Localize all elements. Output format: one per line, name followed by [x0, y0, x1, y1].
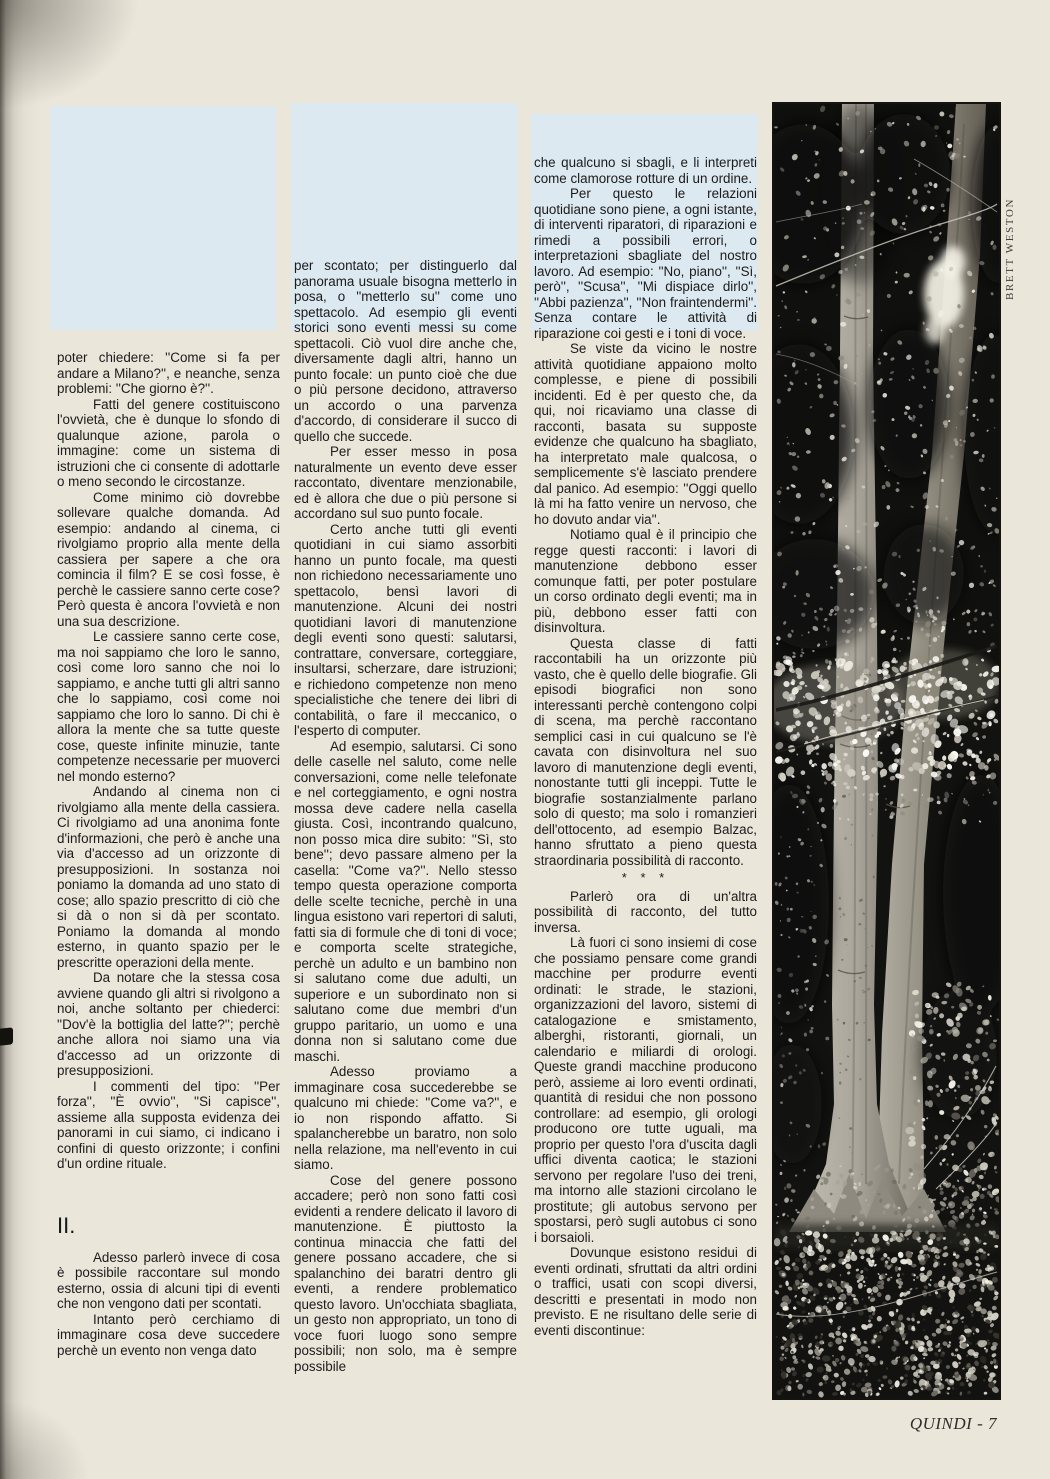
- text-column-3: [534, 155, 757, 1338]
- page-spine-shadow: [0, 0, 40, 1479]
- paragraph: Per questo le relazioni quotidiane sono piene, a ogni istante, di interventi riparatori, di riparazioni e rimedi a possibili errori, o interpretazioni sbagliate del nostro lavoro. Ad esempio: ''No, piano'', ''Sì, però'', ''Scusa'', ''Mi dispiace dirlo'', ''Abbi pazienza'', ''Non fraintendermi''. Senza contare le attività di riparazione coi gesti e i toni di voce.: [534, 186, 757, 341]
- page-footer: [910, 1414, 997, 1434]
- paragraph: Fatti del genere costituiscono l'ovvietà, che è dunque lo sfondo di qualunque azione, parola o immagine: come un sistema di istruzioni che ci consente di adottarle o meno secondo le circostanze.: [57, 396, 280, 489]
- show-through-tint-1: [50, 106, 276, 330]
- photo-credit: BRETT WESTON: [1004, 197, 1016, 300]
- paragraph: Là fuori ci sono insiemi di cose che possiamo pensare come grandi macchine per produrre eventi ordinati: le strade, le stazioni, organizzazioni del lavoro, sistemi di catalogazione e smistamento, alberghi, ristoranti, giornali, un calendario e miliardi di orologi. Queste grandi macchine producono però, assieme ai loro eventi ordinati, quantità di residui che non possono controllare: ad esempio, gli orologi producono ore tutte uguali, ma proprio per questo l'ora d'uscita dagli uffici diventa caotica; le stazioni servono per regolare l'uso dei treni, ma intorno alle stazioni circolano le prostitute; gli autobus servono per spostarsi, però sugli autobus ci sono i borsaioli.: [534, 935, 757, 1245]
- forest-photo-art: [774, 104, 999, 1398]
- paragraph: Se viste da vicino le nostre attività quotidiane appaiono molto complesse, e piene di possibili incidenti. Ed è per questo che, da qui, noi ricaviamo una classe di racconti, basata su supposte evidenze che qualcuno ha sbagliato, ha interpretato male qualcosa, o semplicemente s'è lasciato prendere dal panico. Ad esempio: ''Oggi quello là mi ha fatto venire un nervoso, che ho dovuto andar via''.: [534, 341, 757, 527]
- section-heading: II.: [57, 1212, 76, 1238]
- text-column-1: [57, 350, 280, 1358]
- forest-photo: [772, 102, 1001, 1400]
- paragraph: Certo anche tutti gli eventi quotidiani in cui siamo assorbiti hanno un punto focale, ma questi non richiedono necessariamente uno spettacolo, bensì lavori di manutenzione. Alcuni dei nostri quotidiani lavori di manutenzione degli eventi sono questi: salutarsi, contrattare, conversare, corteggiare, insultarsi, scherzare, dare istruzioni; e richiedono competenze non meno specialistiche che tenere dei libri di contabilità, o fare il meccanico, o l'esperto di computer.: [294, 521, 517, 738]
- paragraph: Le cassiere sanno certe cose, ma noi sappiamo che loro le sanno, così come loro sanno che noi lo sappiamo, e anche tutti gli altri sanno che lo sappiamo, così come noi sappiamo che loro lo sanno. Di chi è allora la mente che sa tutte queste cose, queste infinite minuzie, tante competenze necessarie per muoverci nel mondo esterno?: [57, 629, 280, 784]
- paragraph: poter chiedere: ''Come si fa per andare a Milano?'', e neanche, senza problemi: ''Che giorno è?''.: [57, 350, 280, 396]
- paragraph: Questa classe di fatti raccontabili ha un orizzonte più vasto, che è quello delle biografie. Gli episodi biografici non sono interessanti perchè contengono colpi di scena, ma perchè raccontano semplici casi in cui qualcuno se l'è cavata con disinvoltura nel suo lavoro di manutenzione degli eventi, nonostante tutti gli inceppi. Tutte le biografie sostanzialmente parlano solo di questo; ma solo i romanzieri dell'ottocento, ad esempio Balzac, hanno sfruttato a pieno questa straordinaria possibilità di racconto.: [534, 635, 757, 868]
- page-edge-mark: [0, 1027, 13, 1045]
- paragraph: Adesso parlerò invece di cosa è possibile raccontare sul mondo esterno, ossia di alcuni tipi di eventi che non vengono dati per scontati.: [57, 1249, 280, 1311]
- paragraph: Ad esempio, salutarsi. Ci sono delle caselle nel saluto, come nelle conversazioni, come nelle telefonate e nel corteggiamento, e ogni nostra mossa deve cadere nella casella giusta. Così, incontrando qualcuno, non posso mica dire subito: ''Sì, sto bene''; devo passare almeno per la casella: ''Come va?''. Nello stesso tempo questa operazione comporta delle scelte tecniche, perchè in una lingua esistono vari repertori di saluti, fatti sia di formule che di toni di voce; e comporta scelte strategiche, perchè un adulto e un bambino non si salutano come due adulti, un superiore e un subordinato non si salutano come due membri d'un gruppo paritario, un uomo e una donna non si salutano come due maschi.: [294, 738, 517, 1064]
- paragraph: Parlerò ora di un'altra possibilità di racconto, del tutto inversa.: [534, 888, 757, 935]
- paragraph: Cose del genere possono accadere; però non sono fatti così evidenti a rendere delicato il lavoro di manutenzione. È piuttosto la continua minaccia che fatti del genere possano accadere, che si spalanchino dei baratri dentro gli eventi, a rendere problematico questo lavoro. Un'occhiata sbagliata, un gesto non appropriato, un tono di voce fuori luogo sono sempre possibili; non solo, ma è sempre possibile: [294, 1172, 517, 1374]
- footer-text: QUINDI - 7: [909, 1414, 997, 1433]
- paragraph: Come minimo ciò dovrebbe sollevare qualche domanda. Ad esempio: andando al cinema, ci rivolgiamo proprio alla mente della cassiera per sapere a che ora comincia il film? E se così fosse, è perchè le cassiere sanno certe cose? Però questa è ancora l'ovvietà e non una sua descrizione.: [57, 489, 280, 629]
- paragraph: che qualcuno si sbagli, e li interpreti come clamorose rotture di un ordine.: [534, 155, 757, 186]
- corner-shade-bottom: [0, 1399, 90, 1479]
- paragraph: per scontato; per distinguerlo dal panorama usuale bisogna metterlo in posa, o ''metterlo su'' come uno spettacolo. Ad esempio gli eventi storici sono eventi messi su come spettacoli. Ciò vuol dire anche che, diversamente dagli altri, hanno un punto focale: un punto cioè che due o più persone decidono, attraverso un accordo o una parvenza d'accordo, di considerare il succo di quello che succede.: [294, 258, 517, 444]
- paragraph: Da notare che la stessa cosa avviene quando gli altri si rivolgono a noi, anche soltanto per chiederci: ''Dov'è la bottiglia del latte?''; perchè anche allora noi siamo una via d'accesso ad un orizzonte di presupposizioni.: [57, 970, 280, 1078]
- text-column-2: [294, 258, 517, 1374]
- paragraph: I commenti del tipo: ''Per forza'', ''È ovvio'', ''Si capisce'', assieme alla supposta evidenza dei panorami in cui siamo, ci indicano i confini di questo orizzonte; i confini d'un ordine rituale.: [57, 1078, 280, 1171]
- paragraph: Notiamo qual è il principio che regge questi racconti: i lavori di manutenzione debbono esser comunque fatti, per poter postulare un corso ordinato degli eventi; ma in più, debbono esser fatti con disinvoltura.: [534, 527, 757, 635]
- paragraph: Andando al cinema non ci rivolgiamo alla mente della cassiera. Ci rivolgiamo ad una anonima fonte d'informazioni, che però è anche una via d'accesso ad un orizzonte di presupposizioni. In sostanza noi poniamo la domanda ad uno stato di cose; allo spazio prescritto di ciò che si dà o non si dà per scontato. Poniamo la domanda al mondo esterno, in quanto spazio per le prescritte operazioni della mente.: [57, 784, 280, 970]
- paragraph: Per esser messo in posa naturalmente un evento deve esser raccontato, diventare menzionabile, ed è allora che due o più persone si accordano sul suo punto focale.: [294, 444, 517, 521]
- asterisk-separator: * * *: [621, 870, 670, 885]
- paragraph: Intanto però cerchiamo di immaginare cosa deve succedere perchè un evento non venga dato: [57, 1311, 280, 1358]
- paragraph: Dovunque esistono residui di eventi ordinati, sfruttati da altri ordini o traffici, usati con scopi diversi, descritti e presentati in modo non previsto. E ne risultano delle serie di eventi discontinue:: [534, 1245, 757, 1338]
- paragraph: Adesso proviamo a immaginare cosa succederebbe se qualcuno mi chiede: ''Come va?'', e io non rispondo affatto. Si spalancherebbe un baratro, non solo nella relazione, ma nell'evento in cui siamo.: [294, 1064, 517, 1172]
- corner-shade-top: [0, 0, 140, 110]
